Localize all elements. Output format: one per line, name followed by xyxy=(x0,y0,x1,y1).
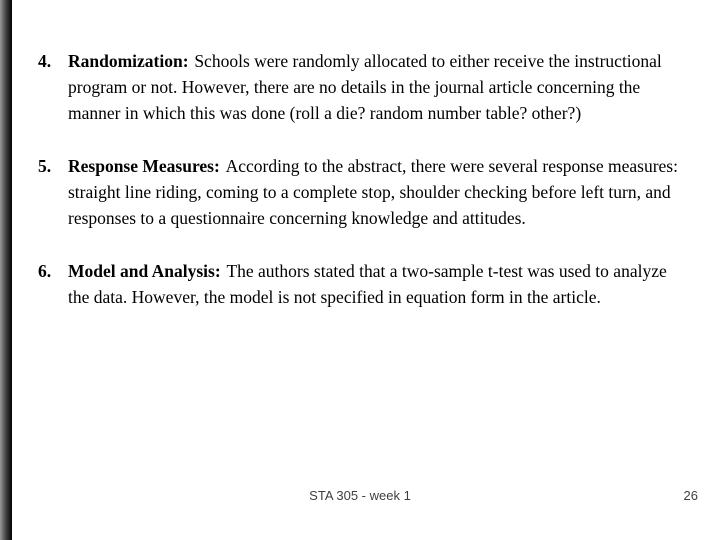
list-item-model-and-analysis xyxy=(38,258,678,310)
item-number: 6. xyxy=(38,261,52,281)
item-number: 5. xyxy=(38,156,52,176)
list-item-randomization xyxy=(38,48,678,126)
slide-body xyxy=(38,48,678,337)
item-text xyxy=(68,48,678,126)
item-header: Response Measures: xyxy=(68,156,220,176)
item-body-text: Schools were randomly allocated to either receive the instructional program or not. However, there are no details in the journal article concerning the manner in which this was done (roll a die? random number table? other?) xyxy=(68,51,662,123)
slide-footer xyxy=(0,488,720,503)
item-number: 4. xyxy=(38,51,52,71)
item-body-text: According to the abstract, there were several response measures: straight line riding, coming to a complete stop, shoulder checking before left turn, and responses to a questionnaire concerning knowledge and attitudes. xyxy=(68,156,678,228)
list-item-response-measures xyxy=(38,153,678,231)
slide-edge-decoration xyxy=(0,0,12,540)
item-text xyxy=(68,153,678,231)
item-header: Randomization: xyxy=(68,51,189,71)
item-text xyxy=(68,258,678,310)
item-body-text: The authors stated that a two-sample t-test was used to analyze the data. However, the model is not specified in equation form in the article. xyxy=(68,261,667,307)
footer-text: STA 305 - week 1 xyxy=(309,488,411,503)
item-header: Model and Analysis: xyxy=(68,261,221,281)
page-number: 26 xyxy=(683,488,698,503)
